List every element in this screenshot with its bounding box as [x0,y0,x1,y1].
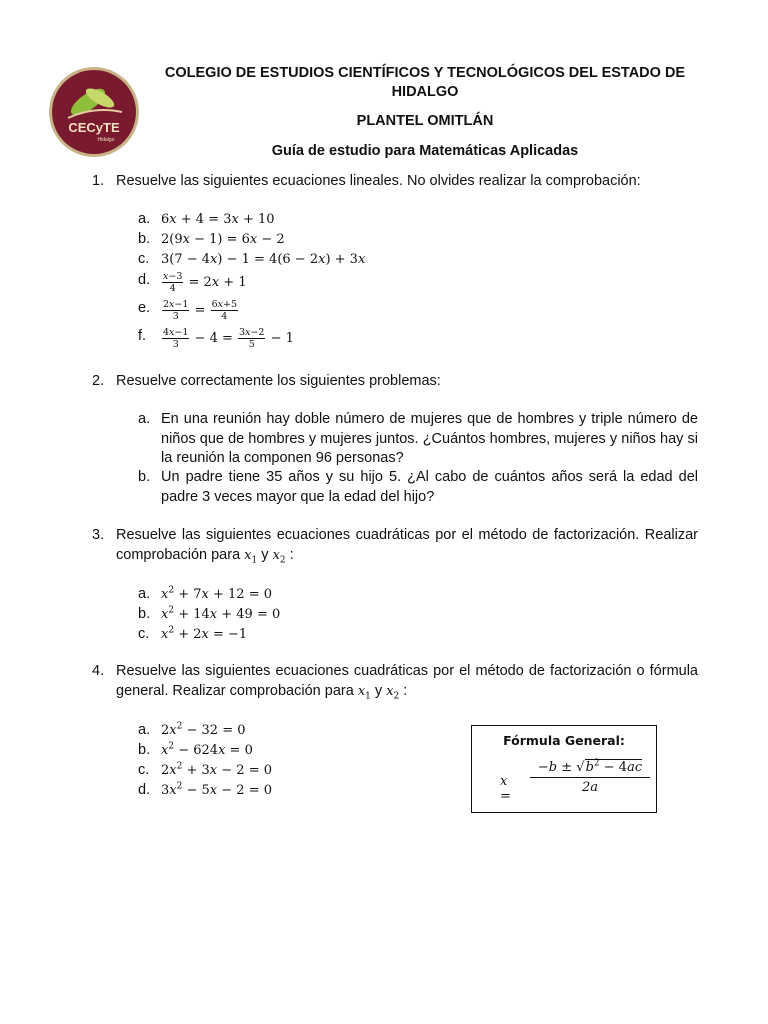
equation-1d [138,271,698,294]
problem-2a [138,410,698,469]
question-number: 4. [92,663,105,679]
equation: 3(7 − 4x) − 1 = 4(6 − 2x) + 3x [161,252,366,267]
equation: $x^2 + 14x + 49 = 0$ [161,605,281,622]
equation: $2x^2 + 3x - 2 = 0$ [161,761,272,778]
cecyte-logo [48,66,140,158]
equation-1e [138,299,698,322]
item-letter: e. [138,300,151,316]
question-number: 3. [92,527,105,543]
equation-3b [138,605,698,625]
equation: 2(9x − 1) = 6x − 2 [161,232,285,247]
equation-1c [138,250,698,270]
question-text: Resuelve las siguientes ecuaciones cuadráticas por el método de factorización o fórmula general. Realizar comprobación para $x_1$ y $x_2$ : [116,663,698,702]
question-number: 2. [92,373,105,389]
equation: $x^2 + 7x + 12 = 0$ [161,585,272,602]
question-text: Resuelve las siguientes ecuaciones lineales. No olvides realizar la comprobación: [116,173,641,189]
question-text: Resuelve correctamente los siguientes problemas: [116,373,441,389]
equation-1a [138,210,698,230]
guide-title: Guía de estudio para Matemáticas Aplicadas [271,143,579,159]
equation: $\frac{2x-1}{3}$ = $\frac{6x+5}{4}$ [163,299,238,322]
equation: $3x^2 - 5x - 2 = 0$ [161,781,272,798]
general-formula-box: Fórmula General: x = $-b \pm √b^2 - 4ac$ 2a [471,725,657,813]
problem-text: En una reunión hay doble número de mujeres que de hombres y triple número de niños que de hombres y mujeres juntos. ¿Cuántos hombres, mujeres y niños hay si la reunión la componen 96 personas? [161,411,698,466]
equation: $\frac{x-3}{4}$ = 2x + 1 [163,271,247,294]
question-number: 1. [92,173,105,189]
question-1 [92,172,698,192]
item-letter: c. [138,251,150,267]
item-letter: d. [138,782,151,798]
equation-1b [138,230,698,250]
item-letter: c. [138,762,150,778]
item-letter: c. [138,626,150,642]
equation-3a [138,585,698,605]
question-3 [92,526,698,565]
equation: $\frac{4x-1}{3}$ − 4 = $\frac{3x-2}{5}$ − 1 [163,327,294,350]
equation: $2x^2 - 32 = 0$ [161,721,246,738]
item-letter: a. [138,211,151,227]
item-letter: a. [138,586,151,602]
item-letter: b. [138,742,151,758]
item-letter: b. [138,231,151,247]
item-letter: d. [138,272,151,288]
question-4 [92,662,698,701]
equation: $x^2 + 2x = -1$ [161,625,248,642]
item-letter: a. [138,722,151,738]
equation-1f [138,327,698,350]
equation: 6x + 4 = 3x + 10 [161,212,275,227]
question-2 [92,372,698,392]
svg-text:CECyTE: CECyTE [68,120,120,135]
question-text: Resuelve las siguientes ecuaciones cuadráticas por el método de factorización. Realizar comprobación para $x_1$ y $x_2$ : [116,527,698,566]
item-letter: b. [138,469,151,485]
item-letter: f. [138,328,147,344]
problem-text: Un padre tiene 35 años y su hijo 5. ¿Al cabo de cuántos años será la edad del padre 3 veces mayor que la edad del hijo? [161,469,698,505]
institution-title: COLEGIO DE ESTUDIOS CIENTÍFICOS Y TECNOLÓGICOS DEL ESTADO DE HIDALGO [164,65,686,100]
campus-title: PLANTEL OMITLÁN [356,113,494,129]
item-letter: a. [138,411,151,427]
equation-3c [138,625,698,645]
formula-title: Fórmula General: [503,733,625,748]
equation: $x^2 - 624x = 0$ [161,741,253,758]
item-letter: b. [138,606,151,622]
svg-text:Hidalgo: Hidalgo [97,137,115,143]
problem-2b [138,468,698,507]
